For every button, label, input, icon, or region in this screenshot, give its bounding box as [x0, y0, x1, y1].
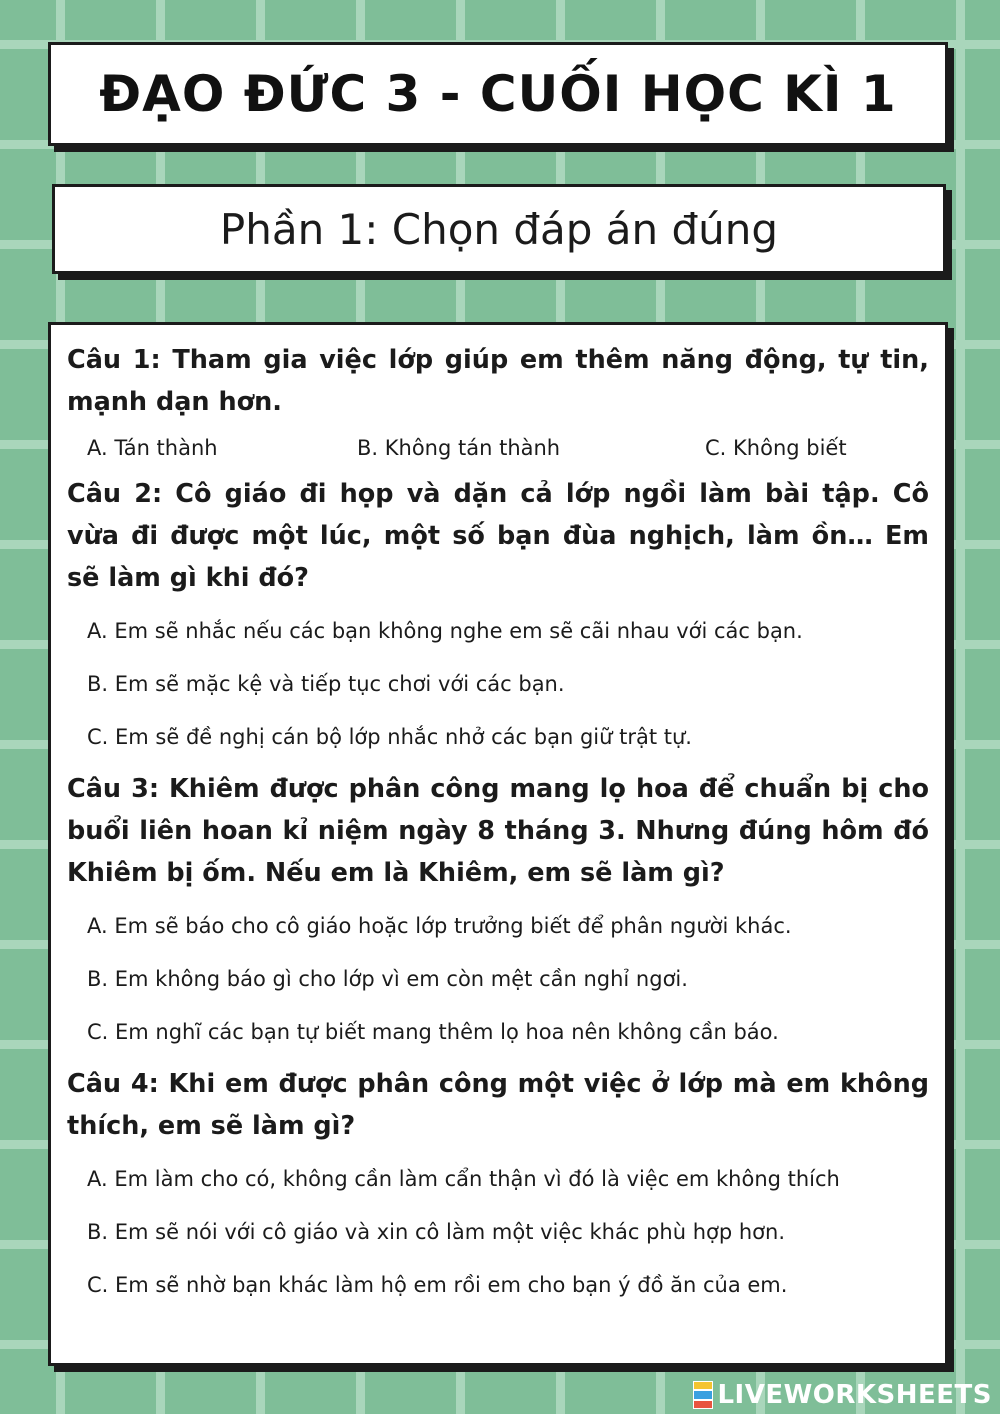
option-1b[interactable]: B. Không tán thành — [357, 436, 561, 460]
question-1-options — [67, 431, 929, 465]
option-3a[interactable]: A. Em sẽ báo cho cô giáo hoặc lớp trưởng biết để phân người khác. — [87, 914, 792, 938]
option-2b[interactable]: B. Em sẽ mặc kệ và tiếp tục chơi với các bạn. — [87, 672, 565, 696]
section-title: Phần 1: Chọn đáp án đúng — [219, 204, 779, 254]
option-4c[interactable]: C. Em sẽ nhờ bạn khác làm hộ em rồi em cho bạn ý đồ ăn của em. — [87, 1273, 788, 1297]
worksheet-title: ĐẠO ĐỨC 3 - CUỐI HỌC KÌ 1 — [99, 65, 897, 123]
liveworksheets-logo-icon — [693, 1381, 713, 1409]
liveworksheets-brand[interactable] — [693, 1380, 992, 1410]
option-4b[interactable]: B. Em sẽ nói với cô giáo và xin cô làm một việc khác phù hợp hơn. — [87, 1220, 786, 1244]
option-2c[interactable]: C. Em sẽ đề nghị cán bộ lớp nhắc nhở các bạn giữ trật tự. — [87, 725, 692, 749]
question-4 — [67, 1063, 929, 1312]
question-3 — [67, 768, 929, 1059]
logo-stripe — [693, 1381, 713, 1390]
question-1-text: Câu 1: Tham gia việc lớp giúp em thêm năng động, tự tin, mạnh dạn hơn. — [67, 345, 929, 417]
questions-card — [48, 322, 948, 1366]
brand-name: LIVEWORKSHEETS — [717, 1380, 992, 1410]
option-4a[interactable]: A. Em làm cho có, không cần làm cẩn thận vì đó là việc em không thích — [87, 1167, 840, 1191]
option-3c[interactable]: C. Em nghĩ các bạn tự biết mang thêm lọ hoa nên không cần báo. — [87, 1020, 779, 1044]
question-2-text: Câu 2: Cô giáo đi họp và dặn cả lớp ngồi làm bài tập. Cô vừa đi được một lúc, một số bạn đùa nghịch, làm ồn… Em sẽ làm gì khi đó? — [67, 479, 929, 593]
question-4-text: Câu 4: Khi em được phân công một việc ở lớp mà em không thích, em sẽ làm gì? — [67, 1069, 929, 1141]
logo-stripe — [693, 1390, 713, 1399]
option-2a[interactable]: A. Em sẽ nhắc nếu các bạn không nghe em sẽ cãi nhau với các bạn. — [87, 619, 803, 643]
question-3-text: Câu 3: Khiêm được phân công mang lọ hoa để chuẩn bị cho buổi liên hoan kỉ niệm ngày 8 tháng 3. Nhưng đúng hôm đó Khiêm bị ốm. Nếu em là Khiêm, em sẽ làm gì? — [67, 774, 929, 888]
option-1a[interactable]: A. Tán thành — [87, 436, 218, 460]
question-3-options — [67, 900, 929, 1059]
question-1 — [67, 339, 929, 465]
question-4-options — [67, 1153, 929, 1312]
title-card — [48, 42, 948, 146]
option-1c[interactable]: C. Không biết — [705, 436, 847, 460]
question-2-options — [67, 605, 929, 764]
logo-stripe — [693, 1400, 713, 1409]
question-2 — [67, 473, 929, 764]
section-header-card — [52, 184, 946, 274]
option-3b[interactable]: B. Em không báo gì cho lớp vì em còn mệt cần nghỉ ngơi. — [87, 967, 688, 991]
